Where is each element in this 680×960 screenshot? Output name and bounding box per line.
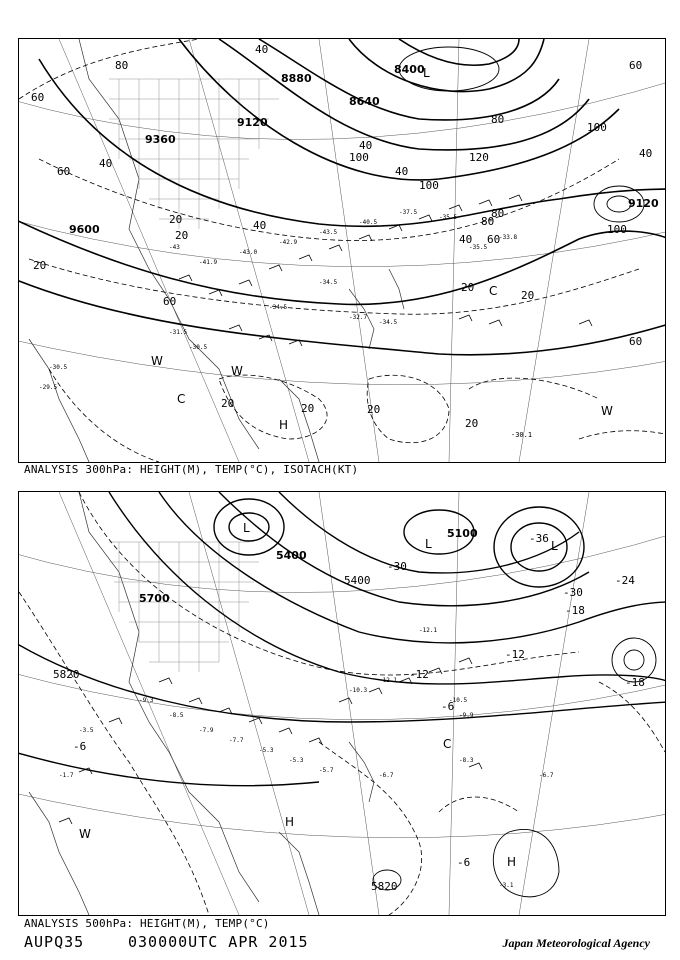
- isotherm-label: -6: [441, 700, 455, 713]
- low-center-symbol: L: [551, 539, 558, 553]
- isotach-label: 40: [459, 233, 473, 246]
- chart-code: AUPQ35: [24, 933, 85, 951]
- svg-text:-29.5: -29.5: [39, 384, 58, 391]
- isotach-label: 100: [349, 151, 369, 164]
- svg-text:-32.7: -32.7: [349, 314, 368, 321]
- height-label: 5400: [344, 574, 371, 587]
- high-center-symbol: H: [507, 855, 517, 869]
- isotherm-label: -6: [73, 740, 87, 753]
- isotherm-label: -36: [529, 532, 549, 545]
- isotach-label: 80: [115, 59, 129, 72]
- isotach-label: 20: [169, 213, 183, 226]
- svg-text:-35.5: -35.5: [439, 214, 458, 221]
- height-contours-300: [19, 39, 665, 355]
- high-center-symbol: H: [279, 418, 289, 432]
- temp-label: -30.1: [511, 431, 533, 439]
- station-values-300: [39, 209, 517, 391]
- isotach-label: 20: [465, 417, 479, 430]
- svg-text:-12.1: -12.1: [419, 627, 438, 634]
- isotach-label: 60: [629, 335, 643, 348]
- svg-text:-30.5: -30.5: [189, 344, 208, 351]
- isotherm-label: -18: [565, 604, 585, 617]
- svg-text:-10.5: -10.5: [449, 697, 468, 704]
- isotach-label: 20: [33, 259, 47, 272]
- hatch-region-300: [109, 79, 279, 229]
- isotach-label: 20: [521, 289, 535, 302]
- graticule-500: [19, 492, 665, 915]
- chart-300hpa: [18, 38, 666, 463]
- map-500hpa: [19, 492, 665, 915]
- low-center-symbol: L: [243, 521, 250, 535]
- isotach-label: 100: [419, 179, 439, 192]
- svg-text:-43.5: -43.5: [319, 229, 338, 236]
- height-label: 5400: [276, 549, 307, 562]
- height-label: 5700: [139, 592, 170, 605]
- svg-text:-6.7: -6.7: [379, 772, 394, 779]
- height-label: 9360: [145, 133, 176, 146]
- caption-300hpa: ANALYSIS 300hPa: HEIGHT(M), TEMP(°C), ISOTACH(KT): [24, 463, 359, 476]
- isotach-label: 20: [461, 281, 475, 294]
- isotach-label: 20: [301, 402, 315, 415]
- svg-text:-12.1: -12.1: [379, 677, 398, 684]
- isotach-label: 60: [163, 295, 177, 308]
- svg-text:-34.5: -34.5: [319, 279, 338, 286]
- warm-center-symbol: W: [231, 364, 243, 378]
- height-label: 9120: [628, 197, 659, 210]
- svg-text:-6.7: -6.7: [539, 772, 554, 779]
- svg-text:-3.5: -3.5: [79, 727, 94, 734]
- svg-text:-5.3: -5.3: [259, 747, 274, 754]
- isotach-label: 60: [487, 233, 501, 246]
- svg-text:-41.9: -41.9: [199, 259, 218, 266]
- svg-text:-40.5: -40.5: [359, 219, 378, 226]
- warm-center-symbol: W: [79, 827, 91, 841]
- chart-500hpa: [18, 491, 666, 916]
- high-center-symbol: H: [285, 815, 295, 829]
- svg-text:-5.7: -5.7: [319, 767, 334, 774]
- isotach-label: 80: [481, 215, 495, 228]
- agency-credit: Japan Meteorological Agency: [502, 936, 650, 950]
- isotach-label: 60: [57, 165, 71, 178]
- svg-text:-10.3: -10.3: [349, 687, 368, 694]
- svg-text:-42.9: -42.9: [279, 239, 298, 246]
- caption-500hpa: ANALYSIS 500hPa: HEIGHT(M), TEMP(°C): [24, 917, 270, 930]
- isotach-label: 20: [221, 397, 235, 410]
- svg-text:-1.7: -1.7: [59, 772, 74, 779]
- warm-center-symbol: W: [601, 404, 613, 418]
- analysis-datetime: 030000UTC APR 2015: [128, 933, 309, 951]
- cold-center-symbol: C: [443, 737, 452, 751]
- warm-center-symbol: W: [151, 354, 163, 368]
- isotach-label: 20: [175, 229, 189, 242]
- isotherm-label: -6: [457, 856, 471, 869]
- cold-center-symbol: C: [177, 392, 186, 406]
- isotach-label: 80: [491, 207, 505, 220]
- isotach-label: 40: [639, 147, 653, 160]
- height-label: 8400: [394, 63, 425, 76]
- low-center-symbol: L: [423, 66, 430, 80]
- isotach-label: 100: [607, 223, 627, 236]
- isotach-label: 40: [255, 43, 269, 56]
- svg-text:-33.8: -33.8: [499, 234, 518, 241]
- svg-text:-9.3: -9.3: [139, 697, 154, 704]
- height-label: 5820: [371, 880, 398, 893]
- closed-contours-300: [399, 47, 644, 222]
- height-label: 5100: [447, 527, 478, 540]
- svg-text:-5.3: -5.3: [289, 757, 304, 764]
- svg-text:-7.9: -7.9: [199, 727, 214, 734]
- isotach-label: 20: [367, 403, 381, 416]
- isotherm-label: -30: [387, 560, 407, 573]
- height-label: 8880: [281, 72, 312, 85]
- svg-text:-3.1: -3.1: [499, 882, 514, 889]
- isotherm-label: -30: [563, 586, 583, 599]
- isotach-label: 40: [253, 219, 267, 232]
- height-label: 9600: [69, 223, 100, 236]
- isotach-label: 40: [359, 139, 373, 152]
- isotherm-label: -12: [505, 648, 525, 661]
- svg-text:-9.9: -9.9: [459, 712, 474, 719]
- isotherm-label: -18: [625, 676, 645, 689]
- svg-text:-30.5: -30.5: [49, 364, 68, 371]
- isotach-label: 80: [491, 113, 505, 126]
- isotach-label: 40: [395, 165, 409, 178]
- isotach-label: 60: [629, 59, 643, 72]
- svg-text:-7.7: -7.7: [229, 737, 244, 744]
- isotach-label: 120: [469, 151, 489, 164]
- map-300hpa: [19, 39, 665, 462]
- isotach-label: 60: [31, 91, 45, 104]
- svg-text:-35.5: -35.5: [469, 244, 488, 251]
- svg-text:-34.5: -34.5: [379, 319, 398, 326]
- isotherm-label: -24: [615, 574, 635, 587]
- height-label: 8640: [349, 95, 380, 108]
- low-center-symbol: L: [425, 537, 432, 551]
- svg-text:-31.5: -31.5: [169, 329, 188, 336]
- hatch-region-500: [109, 542, 259, 672]
- svg-text:-43: -43: [169, 244, 180, 251]
- isotherm-label: -12: [409, 668, 429, 681]
- svg-text:-37.5: -37.5: [399, 209, 418, 216]
- isotach-label: 100: [587, 121, 607, 134]
- height-label: 9120: [237, 116, 268, 129]
- svg-text:-8.3: -8.3: [459, 757, 474, 764]
- cold-center-symbol: C: [489, 284, 498, 298]
- height-label: 5820: [53, 668, 80, 681]
- svg-text:-8.5: -8.5: [169, 712, 184, 719]
- svg-text:-34.5: -34.5: [269, 304, 288, 311]
- svg-text:-43.0: -43.0: [239, 249, 258, 256]
- isotach-label: 40: [99, 157, 113, 170]
- height-contours-500: [19, 492, 665, 786]
